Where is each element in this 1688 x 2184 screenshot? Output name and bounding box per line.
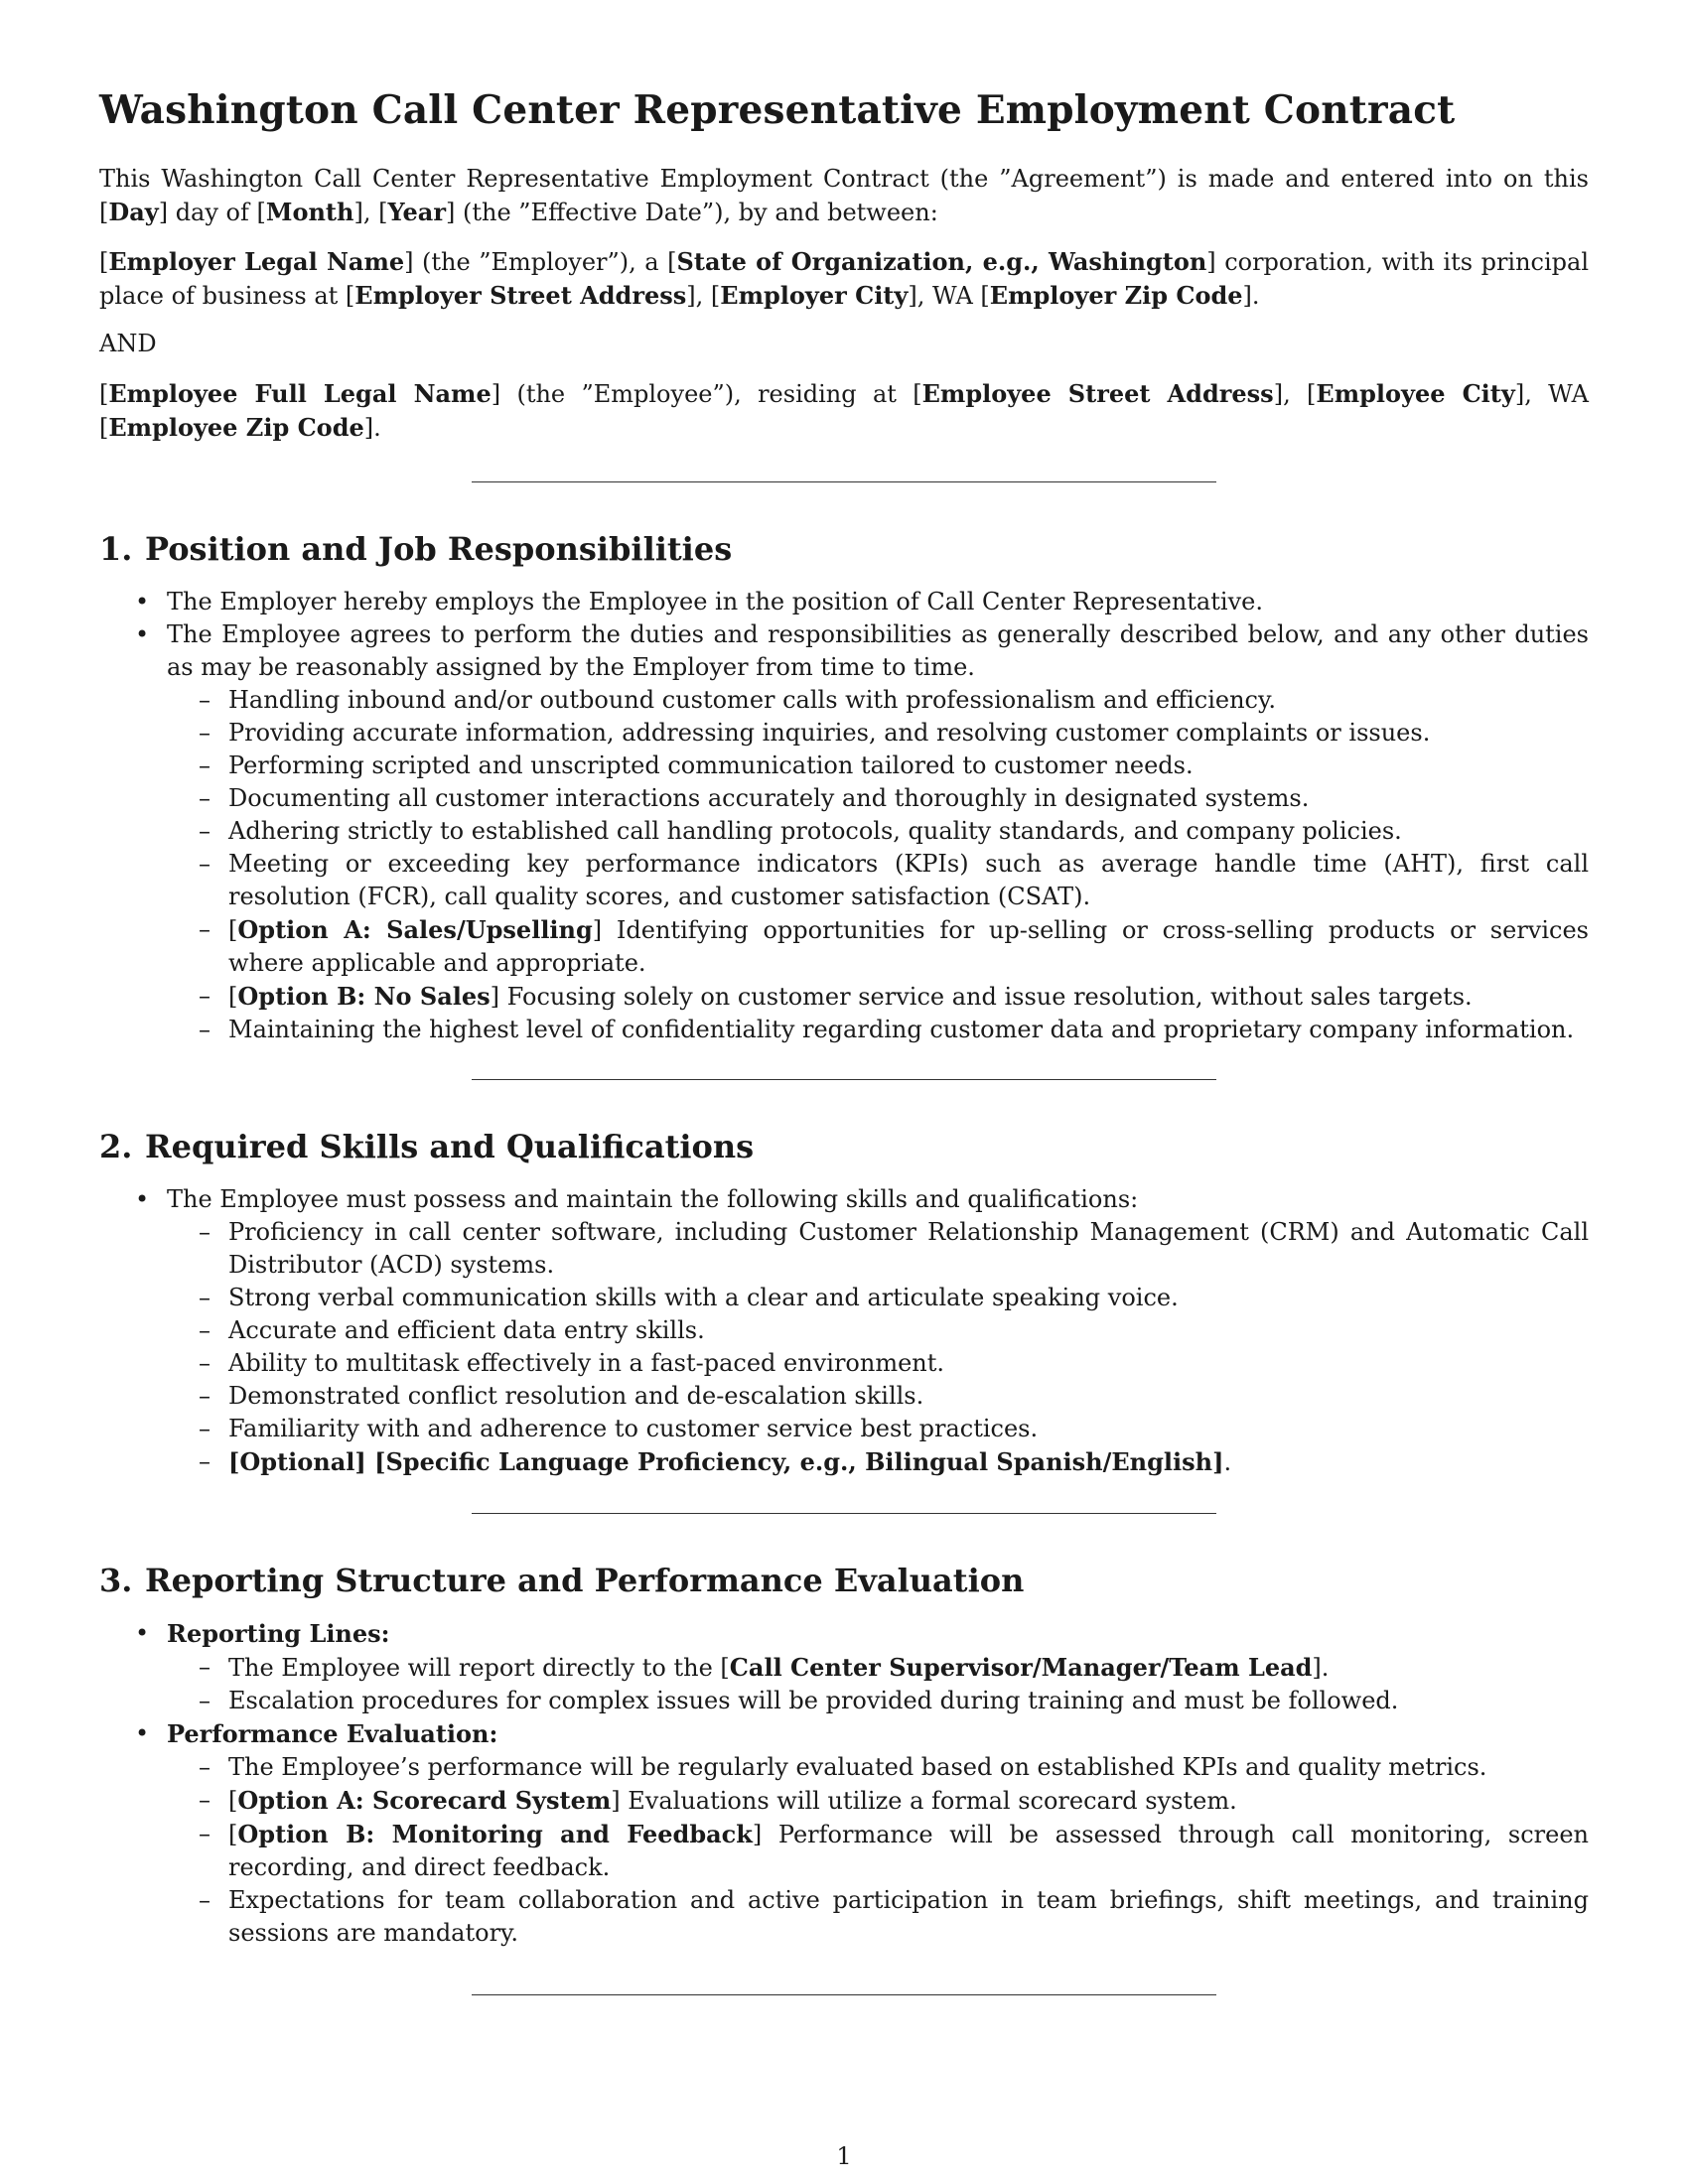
duties-list (99, 684, 1589, 1046)
employer-zip-placeholder: Employer Zip Code (989, 281, 1243, 310)
sub-list-item: – Expectations for team collaboration and active participation in team briefings, shift meetings, and training sessions are mandatory. (167, 1884, 1589, 1950)
sub-list-item: – [Option B: Monitoring and Feedback] Performance will be assessed through call monitoring, screen recording, and direct feedback. (167, 1818, 1589, 1884)
employer-text: , (695, 282, 711, 310)
employer-text: corporation, with its principal place of business at (99, 248, 1590, 310)
section-number: 3. (99, 1562, 133, 1599)
section-heading-3 (99, 1562, 1024, 1599)
section-heading-1 (99, 530, 732, 568)
sub-list-item: – Demonstrated conflict resolution and de-escalation skills. (167, 1380, 1589, 1413)
section-3-list (99, 1617, 1589, 1950)
sub-list-item: – Handling inbound and/or outbound customer calls with professionalism and efficiency. (167, 684, 1589, 717)
employee-zip-placeholder: Employee Zip Code (108, 413, 364, 442)
option-label: Option B: No Sales (237, 982, 491, 1011)
list-item (99, 618, 1589, 1046)
language-placeholder: Specific Language Proficiency, e.g., Bilingual Spanish/English (385, 1447, 1213, 1476)
sub-list-item: – Escalation procedures for complex issues will be provided during training and must be followed. (167, 1685, 1589, 1717)
employee-paragraph: [Employee Full Legal Name] (the ”Employee”), residing at [Employee Street Address], [Employee City], WA [Employee Zip Code]. (99, 379, 1589, 442)
sub-list-item: – Meeting or exceeding key performance indicators (KPIs) such as average handle time (AHT), first call resolution (FCR), call quality scores, and customer satisfaction (CSAT). (167, 848, 1589, 913)
month-placeholder: Month (265, 198, 354, 226)
supervisor-placeholder: Call Center Supervisor/Manager/Team Lead (729, 1653, 1313, 1682)
section-title: Required Skills and Qualifications (145, 1128, 755, 1165)
sub-list-item: – The Employee’s performance will be regularly evaluated based on established KPIs and quality metrics. (167, 1751, 1589, 1784)
optional-label: Optional (239, 1447, 355, 1476)
sub-list-item: – The Employee will report directly to the [Call Center Supervisor/Manager/Team Lead]. (167, 1651, 1589, 1685)
list-item-heading: Performance Evaluation: (167, 1719, 498, 1748)
evaluation-list (99, 1751, 1589, 1950)
sub-list-item-text: Focusing solely on customer service and issue resolution, without sales targets. (499, 983, 1473, 1011)
sub-list-item: – Familiarity with and adherence to customer service best practices. (167, 1413, 1589, 1445)
list-item-text: The Employee agrees to perform the duties and responsibilities as generally described below, and any other duties as may be reasonably assigned by the Employer from time to time. (167, 620, 1589, 681)
intro-text: day of (168, 199, 257, 226)
sub-list-item: – Adhering strictly to established call handling protocols, quality standards, and company policies. (167, 815, 1589, 848)
state-placeholder: State of Organization, e.g., Washington (676, 247, 1207, 276)
intro-text: (the ”Effective Date”), by and between: (455, 199, 938, 226)
employer-text: , WA (916, 282, 981, 310)
employer-name-placeholder: Employer Legal Name (108, 247, 405, 276)
sub-list-item: – Accurate and efficient data entry skills. (167, 1314, 1589, 1347)
employee-text: , WA (1524, 380, 1589, 408)
employee-text: (the ”Employee”), residing at (500, 380, 914, 408)
employee-text: . (373, 414, 381, 442)
employer-text: . (1251, 282, 1260, 310)
sub-list-item: – Ability to multitask effectively in a fast-paced environment. (167, 1347, 1589, 1380)
sub-list-item: – [Option A: Scorecard System] Evaluations will utilize a formal scorecard system. (167, 1784, 1589, 1818)
list-item (99, 1617, 1589, 1717)
list-item-text: The Employee must possess and maintain the following skills and qualifications: (167, 1185, 1139, 1213)
employee-street-placeholder: Employee Street Address (921, 379, 1274, 408)
sub-list-item-text: Performance will be assessed through call monitoring, screen recording, and direct feedback. (228, 1821, 1589, 1881)
section-divider (472, 1513, 1216, 1514)
document-title: Washington Call Center Representative Employment Contract (99, 87, 1456, 133)
sub-list-item: – [Option B: No Sales] Focusing solely on customer service and issue resolution, without sales targets. (167, 980, 1589, 1014)
sub-list-item-text: The Employee will report directly to the (228, 1654, 721, 1682)
section-number: 1. (99, 530, 133, 568)
employee-city-placeholder: Employee City (1316, 379, 1515, 408)
sub-list-item: – Performing scripted and unscripted communication tailored to customer needs. (167, 750, 1589, 782)
employee-text: , (1283, 380, 1308, 408)
list-item (99, 1717, 1589, 1950)
option-label: Option A: Sales/Upselling (237, 915, 593, 944)
sub-list-item: – Maintaining the highest level of confidentiality regarding customer data and proprietary company information. (167, 1014, 1589, 1046)
sub-list-item-text: Identifying opportunities for up-selling or cross-selling products or services where applicable and appropriate. (228, 916, 1589, 977)
section-heading-2 (99, 1128, 754, 1165)
section-divider (472, 481, 1216, 482)
section-title: Reporting Structure and Performance Evaluation (145, 1562, 1025, 1599)
employee-name-placeholder: Employee Full Legal Name (108, 379, 492, 408)
page-number: 1 (836, 2142, 852, 2170)
section-1-list (99, 586, 1589, 1046)
and-line: AND (99, 330, 157, 357)
sub-list-item: – [Option A: Sales/Upselling] Identifying opportunities for up-selling or cross-selling products or services where applicable and appropriate. (167, 913, 1589, 980)
sub-list-item: – Strong verbal communication skills with a clear and articulate speaking voice. (167, 1282, 1589, 1314)
employer-street-placeholder: Employer Street Address (354, 281, 687, 310)
employer-paragraph: [Employer Legal Name] (the ”Employer”), a [State of Organization, e.g., Washington] corporation, with its principal place of business at [Employer Street Address], [Employer City], WA [Employer Zip Code]. (99, 247, 1590, 310)
sub-list-item: – Documenting all customer interactions accurately and thoroughly in designated systems. (167, 782, 1589, 815)
sub-list-item: – [Optional] [Specific Language Proficiency, e.g., Bilingual Spanish/English]. (167, 1445, 1589, 1479)
section-number: 2. (99, 1128, 133, 1165)
section-divider (472, 1079, 1216, 1080)
year-placeholder: Year (387, 198, 446, 226)
sub-list-item: – Proficiency in call center software, including Customer Relationship Management (CRM) and Automatic Call Distributor (ACD) systems. (167, 1216, 1589, 1282)
list-item: • The Employer hereby employs the Employee in the position of Call Center Representative. (99, 586, 1589, 618)
list-item-heading: Reporting Lines: (167, 1619, 390, 1648)
intro-text: This Washington Call Center Representative Employment Contract (the ”Agreement”) is made and entered into on this (99, 165, 1589, 193)
reporting-list (99, 1651, 1589, 1717)
section-2-list (99, 1183, 1589, 1479)
section-title: Position and Job Responsibilities (145, 530, 733, 568)
employer-text: (the ”Employer”), a (413, 248, 668, 276)
day-placeholder: Day (108, 198, 159, 226)
intro-paragraph: This Washington Call Center Representative Employment Contract (the ”Agreement”) is made and entered into on this [Day] day of [Month], [Year] (the ”Effective Date”), by and between: (99, 165, 1589, 226)
sub-list-item: – Providing accurate information, addressing inquiries, and resolving customer complaints or issues. (167, 717, 1589, 750)
option-label: Option B: Monitoring and Feedback (237, 1820, 753, 1848)
section-divider (472, 1994, 1216, 1995)
employer-city-placeholder: Employer City (720, 281, 909, 310)
sub-list-item-text: Evaluations will utilize a formal scorecard system. (620, 1787, 1237, 1815)
list-item (99, 1183, 1589, 1479)
intro-text: , (362, 199, 379, 226)
option-label: Option A: Scorecard System (237, 1786, 612, 1815)
skills-list (99, 1216, 1589, 1479)
